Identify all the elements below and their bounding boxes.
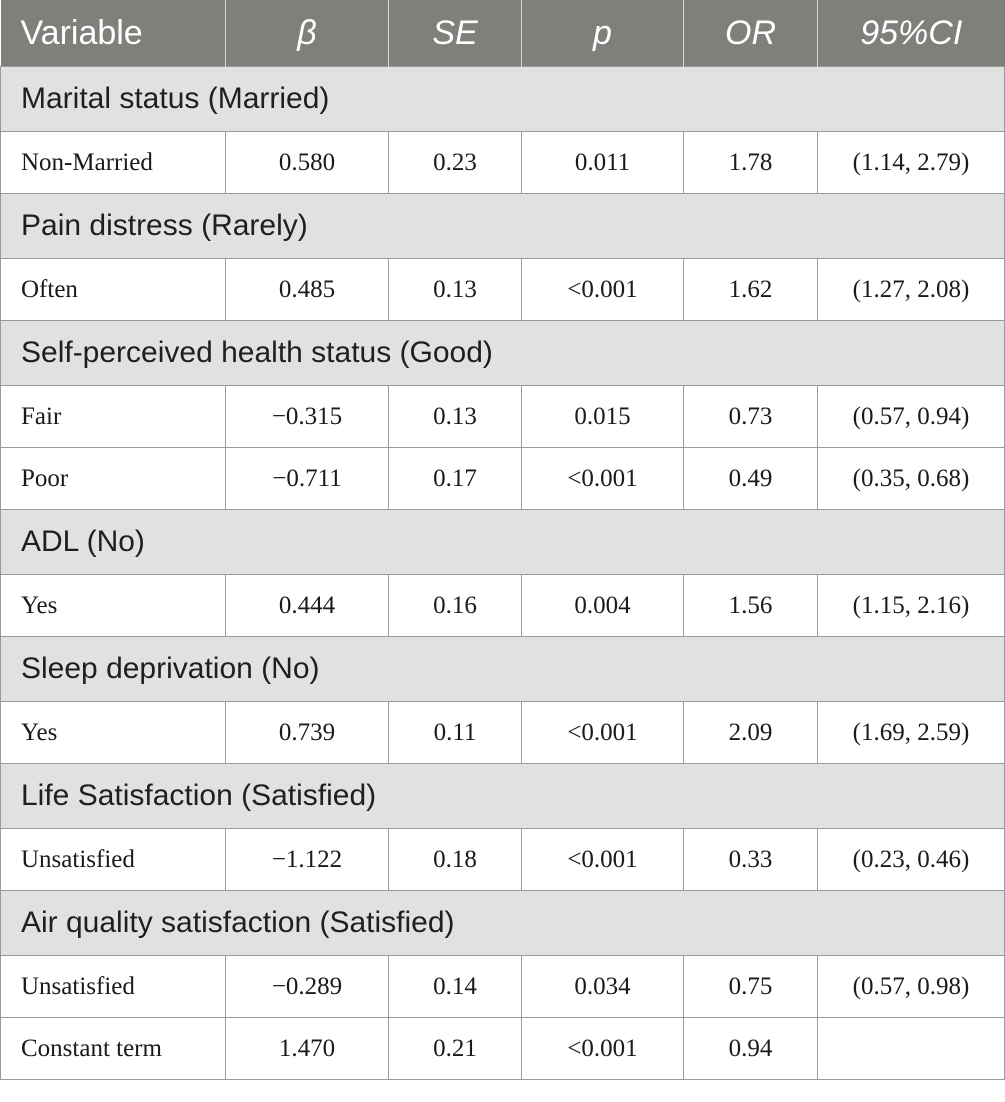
cell-or: 0.75 <box>684 956 818 1018</box>
group-row <box>1 321 1005 386</box>
cell-or: 1.78 <box>684 132 818 194</box>
cell-se: 0.17 <box>389 448 522 510</box>
cell-beta: −0.711 <box>226 448 389 510</box>
cell-beta: −0.315 <box>226 386 389 448</box>
cell-or: 0.49 <box>684 448 818 510</box>
cell-se: 0.18 <box>389 829 522 891</box>
table-row <box>1 956 1005 1018</box>
cell-variable: Unsatisfied <box>1 829 226 891</box>
table-row <box>1 132 1005 194</box>
cell-ci <box>818 1018 1005 1080</box>
group-label: Life Satisfaction (Satisfied) <box>1 764 1005 829</box>
header-variable: Variable <box>1 0 226 67</box>
header-row <box>1 0 1005 67</box>
cell-se: 0.13 <box>389 386 522 448</box>
cell-p: 0.015 <box>522 386 684 448</box>
header-ci: 95%CI <box>818 0 1005 67</box>
cell-variable: Yes <box>1 575 226 637</box>
header-se: SE <box>389 0 522 67</box>
cell-variable: Non-Married <box>1 132 226 194</box>
cell-ci: (1.14, 2.79) <box>818 132 1005 194</box>
table-row <box>1 386 1005 448</box>
cell-variable: Often <box>1 259 226 321</box>
group-row <box>1 764 1005 829</box>
cell-or: 0.33 <box>684 829 818 891</box>
cell-variable: Unsatisfied <box>1 956 226 1018</box>
cell-se: 0.21 <box>389 1018 522 1080</box>
table-row <box>1 829 1005 891</box>
header-or: OR <box>684 0 818 67</box>
group-row <box>1 637 1005 702</box>
cell-beta: 0.444 <box>226 575 389 637</box>
cell-or: 1.56 <box>684 575 818 637</box>
cell-p: 0.011 <box>522 132 684 194</box>
group-row <box>1 510 1005 575</box>
cell-ci: (1.15, 2.16) <box>818 575 1005 637</box>
group-label: Air quality satisfaction (Satisfied) <box>1 891 1005 956</box>
group-label: Self-perceived health status (Good) <box>1 321 1005 386</box>
group-label: Pain distress (Rarely) <box>1 194 1005 259</box>
cell-p: <0.001 <box>522 829 684 891</box>
cell-ci: (1.27, 2.08) <box>818 259 1005 321</box>
cell-ci: (0.23, 0.46) <box>818 829 1005 891</box>
cell-beta: 1.470 <box>226 1018 389 1080</box>
cell-se: 0.23 <box>389 132 522 194</box>
table-row <box>1 1018 1005 1080</box>
group-label: Marital status (Married) <box>1 67 1005 132</box>
table-row <box>1 448 1005 510</box>
cell-se: 0.14 <box>389 956 522 1018</box>
table-row <box>1 575 1005 637</box>
cell-beta: −0.289 <box>226 956 389 1018</box>
group-label: Sleep deprivation (No) <box>1 637 1005 702</box>
table-row <box>1 702 1005 764</box>
group-row <box>1 194 1005 259</box>
header-p: p <box>522 0 684 67</box>
cell-or: 0.94 <box>684 1018 818 1080</box>
group-label: ADL (No) <box>1 510 1005 575</box>
cell-or: 0.73 <box>684 386 818 448</box>
cell-or: 2.09 <box>684 702 818 764</box>
cell-p: <0.001 <box>522 259 684 321</box>
cell-beta: 0.739 <box>226 702 389 764</box>
cell-p: 0.034 <box>522 956 684 1018</box>
cell-p: <0.001 <box>522 448 684 510</box>
table-row <box>1 259 1005 321</box>
cell-p: <0.001 <box>522 1018 684 1080</box>
cell-variable: Poor <box>1 448 226 510</box>
cell-variable: Yes <box>1 702 226 764</box>
header-beta: β <box>226 0 389 67</box>
group-row <box>1 67 1005 132</box>
cell-or: 1.62 <box>684 259 818 321</box>
cell-variable: Fair <box>1 386 226 448</box>
cell-se: 0.11 <box>389 702 522 764</box>
cell-variable: Constant term <box>1 1018 226 1080</box>
group-row <box>1 891 1005 956</box>
cell-beta: −1.122 <box>226 829 389 891</box>
cell-se: 0.16 <box>389 575 522 637</box>
cell-se: 0.13 <box>389 259 522 321</box>
cell-beta: 0.485 <box>226 259 389 321</box>
cell-p: <0.001 <box>522 702 684 764</box>
cell-p: 0.004 <box>522 575 684 637</box>
cell-ci: (0.57, 0.94) <box>818 386 1005 448</box>
cell-ci: (0.57, 0.98) <box>818 956 1005 1018</box>
cell-ci: (1.69, 2.59) <box>818 702 1005 764</box>
cell-ci: (0.35, 0.68) <box>818 448 1005 510</box>
cell-beta: 0.580 <box>226 132 389 194</box>
